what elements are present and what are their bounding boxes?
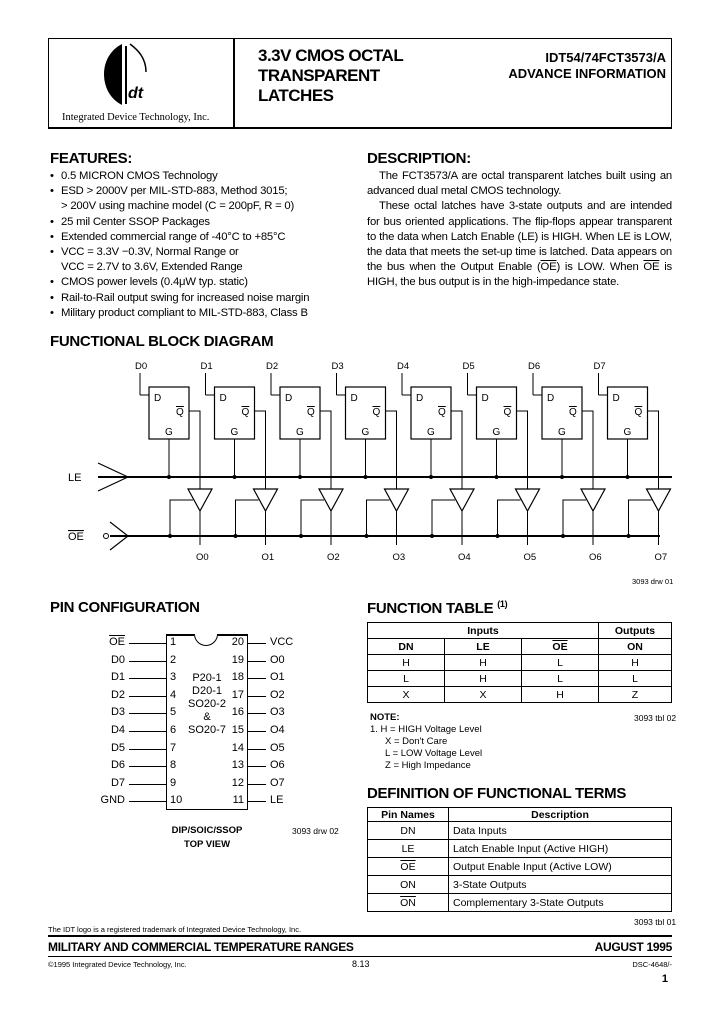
latch-d: D [416,393,424,404]
pin-name-left: D1 [110,671,125,684]
part-number: IDT54/74FCT3573/A [545,50,666,65]
page-number: 1 [661,973,668,985]
le-junction [167,475,171,479]
output-label: O7 [654,552,668,563]
function-table-no: 3093 tbl 02 [634,713,677,723]
input-label: D2 [266,361,279,372]
pin-name-right: O0 [270,653,285,666]
pin-number-left: 3 [170,671,177,684]
input-label: D7 [593,361,606,372]
le-junction [429,475,433,479]
latch-q: Q [634,407,643,418]
description-para: These octal latches have 3-state outputs and are intended for bus oriented applications. The flip-flops appear transparent to the data when Latch Enable (LE) is HIGH. When LE is LOW, the data that meets the set-up time is latched. Data appears on the bus when the Output Enable $(\overline{OE})$ is LOW. When $\overline{OE}$ is HIGH, the bus output is in the high-impedance state. [367,200,672,289]
header-rule [48,127,672,129]
description-para: The FCT3573/A are octal transparent latches built using an advanced dual metal CMOS technology. [367,170,672,198]
latch-q: Q [176,407,184,418]
pin-lead-left [129,731,166,732]
output-label: O6 [589,552,602,563]
pin-name-right: O4 [270,724,285,736]
features-list [48,169,348,321]
input-label: D0 [135,361,148,372]
pin-number-left: 5 [170,706,177,719]
table-row: $\overline{ON}$ Complementary 3-State Outputs [368,894,672,912]
le-junction [495,475,499,479]
oe-junction [234,534,238,538]
pin-lead-right [248,678,266,679]
oe-label: OE [68,531,84,543]
pin-lead-left [129,661,166,662]
pin-name-left: D0 [110,653,125,666]
status: ADVANCE INFORMATION [508,66,666,81]
description-body [367,169,672,291]
pin-lead-right [248,766,266,767]
list-item: • 25 mil Center SSOP Packages [50,215,210,228]
pin-name-right: VCC [270,636,294,648]
oe-junction [365,534,369,538]
function-notes: NOTE: 1. H = HIGH Voltage Level X = Don't Care L = LOW Voltage Level Z = High Impedance [370,712,483,771]
le-junction [364,475,368,479]
block-diagram-heading: FUNCTIONAL BLOCK DIAGRAM [50,333,274,350]
oe-junction [627,534,631,538]
latch-g: G [296,427,304,438]
pin-lead-left [129,749,166,750]
pin-lead-right [248,643,266,644]
doc-number: DSC-4648/- [632,960,672,969]
oe-wire [498,500,521,536]
title-line: TRANSPARENT [258,66,380,85]
table-row: X X H Z [368,687,672,703]
latch-g: G [427,427,435,438]
output-label: O5 [523,552,537,563]
pin-number-left: 7 [170,741,177,754]
pin-number-right: 11 [232,794,244,807]
latch-q: Q [569,407,577,418]
latch-g: G [492,427,501,438]
list-item: • 0.5 MICRON CMOS Technology [50,170,218,182]
pin-number-left: 9 [170,776,177,789]
le-junction [560,475,564,479]
title-line: 3.3V CMOS OCTAL [258,46,404,65]
block-diagram [0,355,720,595]
pin-lead-right [248,749,266,750]
latch-d: D [350,393,358,404]
pin-name-right: O5 [270,741,285,754]
list-item: • ESD > 2000V per MIL-STD-883, Method 3015; [50,185,288,198]
pin-name-left: D4 [110,724,125,736]
definitions-heading: DEFINITION OF FUNCTIONAL TERMS [367,785,627,802]
list-item: • Rail-to-Rail output swing for increased noise margin [50,291,310,304]
latch-q: Q [438,407,446,418]
group-inputs: Inputs [368,623,599,639]
pin-lead-left [129,766,166,767]
output-label: O1 [261,552,275,563]
output-label: O3 [392,552,406,563]
table-row: H H L H [368,655,672,671]
oe-junction [168,534,172,538]
le-label: LE [68,472,82,484]
pin-number-right: 15 [231,724,244,736]
output-label: O4 [458,552,471,563]
latch-d: D [547,393,555,404]
group-outputs: Outputs [599,623,672,639]
input-label: D6 [528,361,541,372]
pin-name-right: O2 [270,688,285,701]
trademark-note: The IDT logo is a registered trademark of Integrated Device Technology, Inc. [48,925,302,934]
pin-lead-left [129,678,166,679]
table-row: DN Data Inputs [368,822,672,840]
pin-number-right: 13 [231,759,244,772]
list-item: • Military product compliant to MIL-STD-883, Class B [50,306,308,319]
latch-g: G [558,427,566,438]
pin-lead-left [129,801,166,802]
pin-caption: DIP/SOIC/SSOP TOP VIEW [171,825,243,850]
pin-diagram [100,628,310,818]
list-item: > 200V using machine model (C = 200pF, R = 0) [61,200,295,213]
pin-number-left: 10 [170,794,183,807]
pin-name-left: D2 [110,688,125,701]
oe-junction [496,534,500,538]
pin-number-right: 12 [231,776,244,789]
pin-number-left: 8 [170,759,177,772]
page-ref: 8.13 [352,959,370,969]
pin-number-left: 4 [170,688,177,701]
output-label: O0 [196,552,209,563]
latch-q: Q [503,407,512,418]
le-junction [233,475,237,479]
oe-junction [561,534,565,538]
pin-number-left: 1 [170,636,177,648]
pin-lead-right [248,731,266,732]
latch-d: D [219,393,227,404]
description-heading: DESCRIPTION: [367,150,471,167]
idt-logo [90,42,170,110]
pin-name-right: O3 [270,706,285,719]
table-row: $\overline{OE}$ Output Enable Input (Active LOW) [368,858,672,876]
oe-junction [299,534,303,538]
latch-q: Q [307,407,315,418]
latch-g: G [165,427,173,438]
pin-name-left: D7 [110,776,125,789]
definitions-table-no: 3093 tbl 01 [634,917,677,927]
features-heading: FEATURES: [50,150,133,167]
doc-title [258,46,403,106]
latch-d: D [285,393,293,404]
pin-drawing-no: 3093 drw 02 [292,826,339,836]
latch-d: D [612,393,620,404]
diagram-no: 3093 drw 01 [632,577,674,586]
copyright: ©1995 Integrated Device Technology, Inc. [48,960,187,969]
latch-q: Q [241,407,250,418]
list-item: • CMOS power levels (0.4μW typ. static) [50,276,248,289]
pin-lead-left [129,784,166,785]
latch-g: G [361,427,370,438]
pin-lead-left [129,696,166,697]
pin-name-right: O1 [270,671,285,684]
oe-junction [430,534,434,538]
latch-d: D [481,393,489,404]
pin-number-right: 17 [231,688,244,701]
input-label: D1 [200,361,213,372]
oe-wire [629,500,652,536]
le-junction [626,475,630,479]
logo-letters: dt [128,85,144,102]
title-line: LATCHES [258,86,334,105]
list-item: • Extended commercial range of -40°C to +85°C [50,230,286,243]
list-item: VCC = 2.7V to 3.6V, Extended Range [61,261,243,274]
table-row: L H L L [368,671,672,687]
pin-number-left: 2 [170,653,177,666]
function-table: Inputs Outputs DN LE $\overline{OE}$ ON H H L H L H L L X X H Z [367,622,672,703]
table-row: LE Latch Enable Input (Active HIGH) [368,840,672,858]
pin-number-right: 14 [231,741,244,754]
input-label: D5 [462,361,475,372]
pin-name-left: D5 [110,741,125,754]
temperature-ranges: MILITARY AND COMMERCIAL TEMPERATURE RANGES [48,940,354,954]
pin-lead-right [248,696,266,697]
output-label: O2 [327,552,340,563]
issue-date: AUGUST 1995 [594,940,672,954]
oe-wire [563,500,586,536]
pin-number-right: 20 [231,636,244,648]
pin-lead-left [129,643,166,644]
pin-lead-right [248,801,266,802]
part-block [508,50,666,82]
input-label: D4 [397,361,410,372]
pin-number-left: 6 [170,724,177,736]
latch-g: G [230,427,239,438]
oe-wire [432,500,455,536]
list-item: • VCC = 3.3V −0.3V, Normal Range or [50,246,239,259]
pin-name-right: O6 [270,759,285,772]
pin-lead-right [248,713,266,714]
le-junction [298,475,302,479]
pin-name-left: D6 [110,759,125,772]
table-row: ON 3-State Outputs [368,876,672,894]
oe-wire [367,500,390,536]
oe-wire [301,500,324,536]
pin-config-heading: PIN CONFIGURATION [50,599,200,616]
pin-name-right: LE [270,794,284,807]
latch-d: D [154,393,162,404]
pin-number-right: 19 [231,653,244,666]
pin-name-left: GND [100,794,125,807]
latch-g: G [623,427,632,438]
definitions-table: Pin Names Description DN Data Inputs LE Latch Enable Input (Active HIGH) $\overline{OE}$ Output Enable Input (Active LOW) ON 3-State Outputs $\overline{ON}$ Complementary 3-State Outputs [367,807,672,912]
pin-lead-left [129,713,166,714]
latch-q: Q [372,407,381,418]
footer-rule [48,935,672,937]
function-table-heading: FUNCTION TABLE $^{(1)}$ [367,599,508,617]
pin-name-right: O7 [270,776,285,789]
oe-bubble [104,534,109,539]
package-labels: P20-1 D20-1 SO20-2 & SO20-7 [188,672,226,736]
pin-name-left: $\overline{OE}$ [109,636,125,648]
pin-lead-right [248,661,266,662]
pin-number-right: 16 [231,706,244,719]
oe-wire [170,500,193,536]
pin-lead-right [248,784,266,785]
input-label: D3 [331,361,344,372]
pin-name-left: D3 [110,706,125,719]
oe-wire [236,500,259,536]
pin-number-right: 18 [231,671,244,684]
company-name: Integrated Device Technology, Inc. [62,112,210,123]
